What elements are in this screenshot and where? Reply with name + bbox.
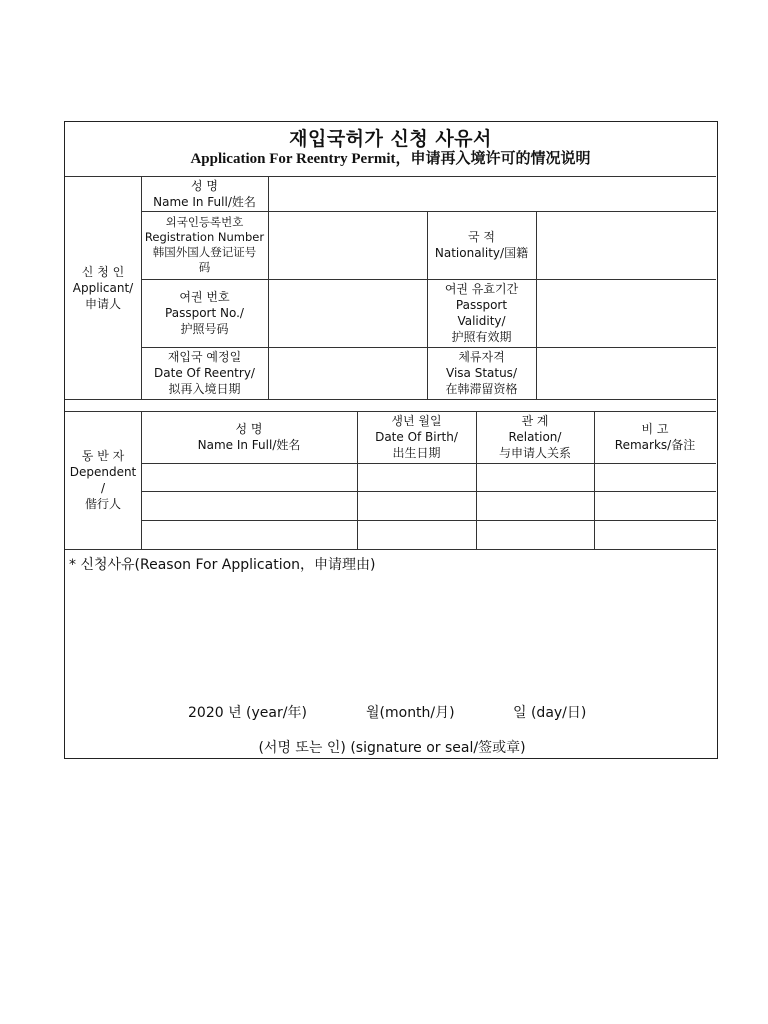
dependent-row-1[interactable] [141,463,716,491]
reentry-date-label: 재입국 예정일 Date Of Reentry/ 拟再入境日期 [154,350,255,396]
title-english: Application For Reentry Permit，申请再入境许可的情况说明 [190,151,591,167]
date-month: 월(month/月) [366,705,455,721]
passport-number-field[interactable] [268,279,427,347]
reentry-date-field[interactable] [268,347,427,399]
passport-number-label: 여권 번호 Passport No./ 护照号码 [165,290,244,336]
applicant-name-label: 성 명 Name In Full/姓名 [153,178,256,209]
reason-field[interactable] [65,574,716,694]
nationality-field[interactable] [536,211,716,279]
applicant-section-label: 신 청 인 Applicant/ 申请人 [72,264,134,311]
registration-number-label: 외국인등록번호 Registration Number 韩国外国人登记证号 码 [144,215,265,274]
dependent-row-3[interactable] [141,520,716,549]
dependent-section-label: 동 반 자 Dependent / 偕行人 [69,449,137,511]
reentry-permit-form [64,121,718,759]
passport-validity-field[interactable] [536,279,716,347]
dependent-col-birth: 생년 월일 Date Of Birth/ 出生日期 [375,414,458,460]
date-year: 2020 년 (year/年) [188,705,307,721]
signature-line: (서명 또는 인) (signature or seal/签或章) [258,740,526,756]
applicant-name-field[interactable] [268,176,716,211]
passport-validity-label: 여권 유효기간 Passport Validity/ 护照有效期 [444,282,519,344]
dependent-col-relation: 관 계 Relation/ 与申请人关系 [498,414,571,460]
dependent-col-remarks: 비 고 Remarks/备注 [614,422,696,452]
dependent-col-name: 성 명 Name In Full/姓名 [197,422,301,452]
form-title [65,122,716,176]
reason-label: * 신청사유(Reason For Application，申请理由) [69,557,376,573]
visa-status-label: 체류자격 Visa Status/ 在韩滞留资格 [445,350,518,396]
nationality-label: 국 적 Nationality/国籍 [434,230,529,260]
title-korean: 재입국허가 신청 사유서 [289,128,492,150]
visa-status-field[interactable] [536,347,716,399]
registration-number-field[interactable] [268,211,427,279]
date-day: 일 (day/日) [513,705,587,721]
dependent-row-2[interactable] [141,491,716,520]
